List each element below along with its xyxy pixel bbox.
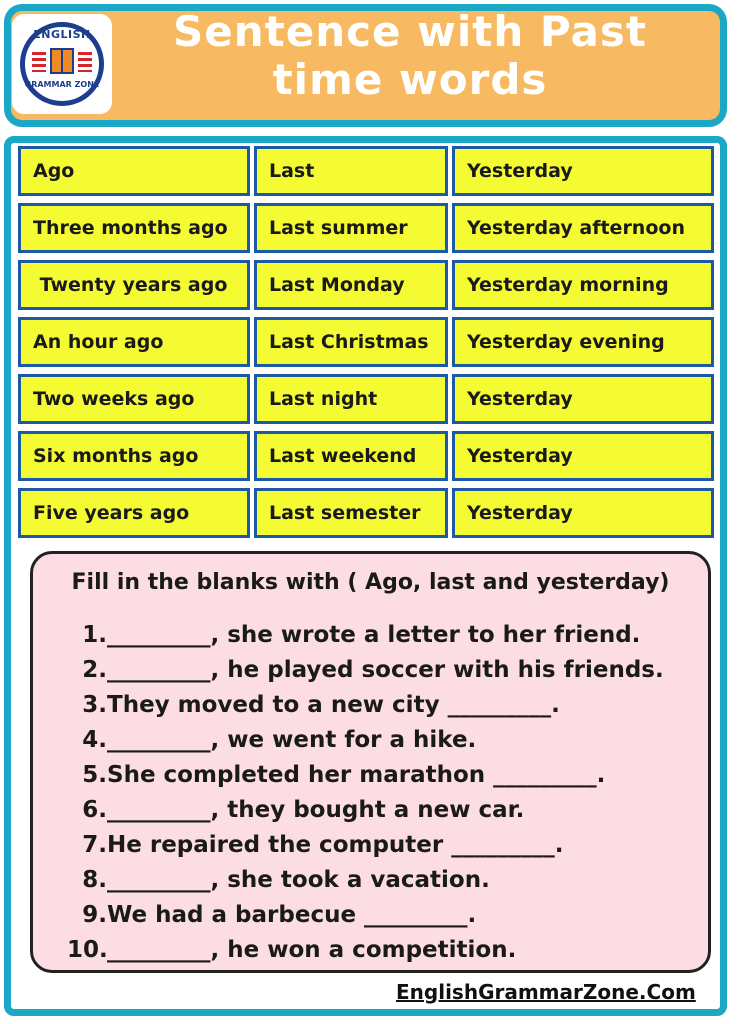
list-item [67, 723, 476, 757]
table-cell: Two weeks ago [18, 374, 250, 424]
list-item [67, 618, 640, 652]
table-cell: Last Christmas [254, 317, 448, 367]
table-cell: Yesterday [452, 431, 714, 481]
item-number: 5. [82, 762, 107, 788]
item-number: 9. [82, 902, 107, 928]
table-cell: Yesterday morning [452, 260, 714, 310]
table-cell: Last semester [254, 488, 448, 538]
item-number: 1. [82, 622, 107, 648]
table-cell: Three months ago [18, 203, 250, 253]
list-item [67, 828, 563, 862]
logo-stripes-right [78, 52, 92, 72]
exercise-box [30, 551, 711, 973]
item-number: 4. [82, 727, 107, 753]
item-number: 10. [67, 937, 108, 963]
table-cell: Last night [254, 374, 448, 424]
item-number: 3. [82, 692, 107, 718]
logo-top-text: ENGLISH [33, 28, 91, 41]
table-cell: An hour ago [18, 317, 250, 367]
list-item [67, 898, 476, 932]
list-item [67, 793, 524, 827]
table-cell: Twenty years ago [18, 260, 250, 310]
table-cell: Yesterday [452, 146, 714, 196]
table-cell: Yesterday [452, 488, 714, 538]
table-cell: Last weekend [254, 431, 448, 481]
table-cell: Six months ago [18, 431, 250, 481]
item-number: 8. [82, 867, 107, 893]
item-sentence: She completed her marathon _________. [107, 762, 606, 788]
item-number: 2. [82, 657, 107, 683]
list-item [67, 758, 605, 792]
title-line-2: time words [272, 55, 548, 104]
item-sentence: They moved to a new city _________. [107, 692, 560, 718]
item-number: 6. [82, 797, 107, 823]
list-item [67, 653, 664, 687]
book-icon [50, 48, 74, 74]
item-sentence: _________, he played soccer with his friends. [107, 657, 664, 683]
table-cell: Yesterday evening [452, 317, 714, 367]
item-sentence: _________, she wrote a letter to her friend. [107, 622, 641, 648]
title-line-1: Sentence with Past [173, 7, 647, 56]
footer-site-link[interactable]: EnglishGrammarZone.Com [396, 980, 696, 1004]
table-cell: Last summer [254, 203, 448, 253]
item-sentence: _________, we went for a hike. [107, 727, 477, 753]
logo-stripes-left [32, 52, 46, 72]
table-cell: Ago [18, 146, 250, 196]
exercise-title: Fill in the blanks with ( Ago, last and yesterday) [71, 570, 670, 595]
table-cell: Yesterday afternoon [452, 203, 714, 253]
table-cell: Last Monday [254, 260, 448, 310]
table-cell: Yesterday [452, 374, 714, 424]
item-sentence: _________, he won a competition. [107, 937, 517, 963]
item-number: 7. [82, 832, 107, 858]
logo-bottom-text: GRAMMAR ZONE [24, 80, 100, 89]
list-item [67, 863, 490, 897]
item-sentence: _________, she took a vacation. [107, 867, 490, 893]
item-sentence: _________, they bought a new car. [107, 797, 525, 823]
table-cell: Last [254, 146, 448, 196]
logo [12, 14, 112, 114]
item-sentence: We had a barbecue _________. [107, 902, 477, 928]
page-title [130, 8, 690, 104]
list-item [67, 933, 516, 967]
item-sentence: He repaired the computer _________. [107, 832, 564, 858]
table-cell: Five years ago [18, 488, 250, 538]
list-item [67, 688, 560, 722]
